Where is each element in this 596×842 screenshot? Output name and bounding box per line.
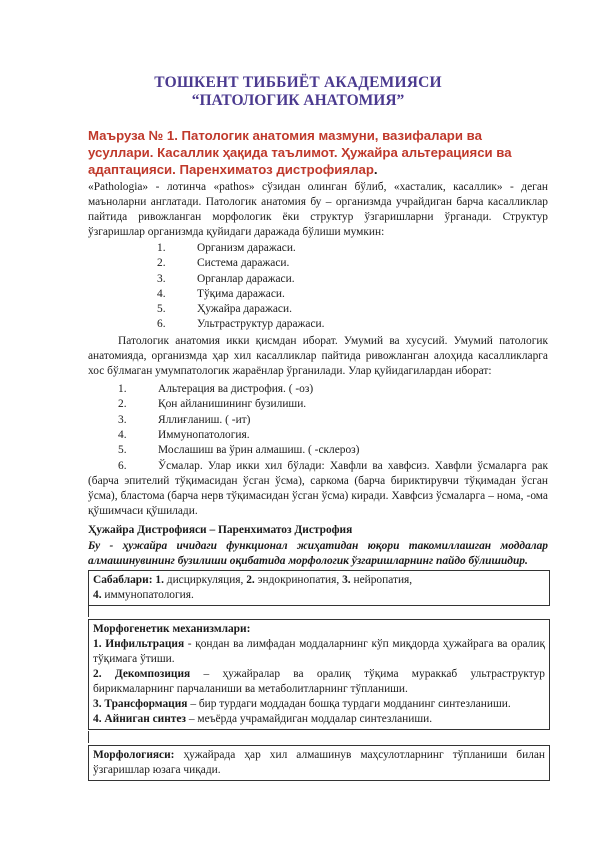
section-heading: Ҳужайра Дистрофияси – Паренхиматоз Дистрофия	[88, 524, 353, 536]
tumors-number: 6.	[118, 460, 127, 472]
dystrophy-definition: Бу - ҳужайра ичидаги функционал жиҳатидан юқори такомиллашган моддалар алмашинувининг бузилиши оқибатида морфологик ўзгаришларнинг пайдо бўлишидир.	[88, 540, 548, 567]
tumors-paragraph	[88, 459, 548, 519]
institution-title: ТОШКЕНТ ТИББИЁТ АКАДЕМИЯСИ	[154, 74, 442, 91]
list-item: 5. Ҳужайра даражаси.	[157, 303, 292, 316]
morphology-label: Морфологияси:	[93, 749, 175, 761]
lecture-title-end: .	[373, 162, 378, 177]
mechanisms-title: Морфогенетик механизмлари:	[93, 623, 251, 635]
list-item: 3. Органлар даражаси.	[157, 272, 295, 285]
list-item: 2. Система даражаси.	[157, 257, 290, 270]
paragraph-general: Патологик анатомия икки қисмдан иборат. Умумий ва хусусий. Умумий патологик анатомияда, организмда ҳар хил касалликлар пайтида ривожланган алоҳида касалликларга хос бўлмаган умумпатологик жараёнлар ўрганилади. Улар қуйидагилардан иборат:	[88, 335, 548, 377]
list-item: 1. Организм даражаси.	[157, 242, 296, 254]
divider-mark	[88, 731, 89, 743]
levels-list	[157, 241, 324, 333]
list-item: 3. Яллиғланиш. ( -ит)	[118, 413, 251, 426]
list-item: 4. Айниган синтез – меъёрда учрамайдиган моддалар синтезланиши.	[93, 713, 433, 725]
list-item: 4. Иммунопатология.	[118, 428, 250, 441]
list-item: 1. Альтерация ва дистрофия. ( -оз)	[118, 383, 314, 395]
list-item: 2. Қон айланишининг бузилиши.	[118, 398, 307, 411]
list-item: 1. Инфильтрация - қондан ва лимфадан моддаларнинг кўп миқдорда ҳужайрага ва оралиқ тўқимага ўтиши.	[93, 638, 545, 665]
list-item: 2. Декомпозиция – ҳужайралар ва оралиқ тўқима мураккаб ультраструктур бирикмаларнинг парчаланиши ва метаболитларнинг тўпланиши.	[93, 668, 546, 695]
mechanisms-box	[88, 619, 550, 730]
causes-label: Сабаблари:	[93, 574, 153, 586]
intro-paragraph: «Pathologia» - лотинча «pathos» сўзидан олинган бўлиб, «хасталик, касаллик» - деган маъноларни англатади. Патологик анатомия бу – организмда учрайдиган барча касалликлар пайтида ривожланган морфологик ёки структур ўзгаришларни ўрганади. Структур ўзгаришлар организмда қуйидаги даражада бўлиши мумкин:	[88, 181, 548, 238]
list-item: 5. Мослашиш ва ўрин алмашиш. ( -склероз)	[118, 444, 360, 457]
morphology-text: ҳужайрада ҳар хил алмашинув маҳсулотларнинг тўпланиши билан ўзгаришлар юзага чиқади.	[93, 749, 545, 776]
morphology-box	[88, 745, 550, 781]
tumors-text: Ўсмалар. Улар икки хил бўлади: Хавфли ва хавфсиз. Хавфли ўсмаларга рак (барча эпителий тўқимасидан ўсган ўсма), саркома (барча бириктирувчи тўқимадан ўсган ўсма), бластома (барча нерв тўқимасидан ўсган ўсма) киради. Хавфсиз ўсмаларга – нома, -ома қўшимчаси қўшилади.	[88, 460, 548, 517]
subject-title: “ПАТОЛОГИК АНАТОМИЯ”	[191, 92, 405, 109]
divider-mark	[88, 605, 89, 617]
causes-box: Сабаблари: 1. дисциркуляция, 2. эндокринопатия, 3. нейропатия, 4. иммунопатология.	[88, 570, 550, 606]
list-item: 3. Трансформация – бир турдаги моддадан бошқа турдаги модданинг синтезланиши.	[93, 698, 511, 710]
list-item: 6. Ультраструктур даражаси.	[157, 318, 325, 331]
list-item: 4. Тўқима даражаси.	[157, 287, 285, 300]
processes-list	[118, 382, 359, 458]
lecture-title-text: Маъруза № 1. Патологик анатомия мазмуни, вазифалари ва усуллари. Касаллик ҳақида таълимот. Ҳужайра альтерацияси ва адаптацияси. Паренхиматоз дистрофиялар	[88, 128, 512, 177]
lecture-title	[88, 127, 548, 178]
